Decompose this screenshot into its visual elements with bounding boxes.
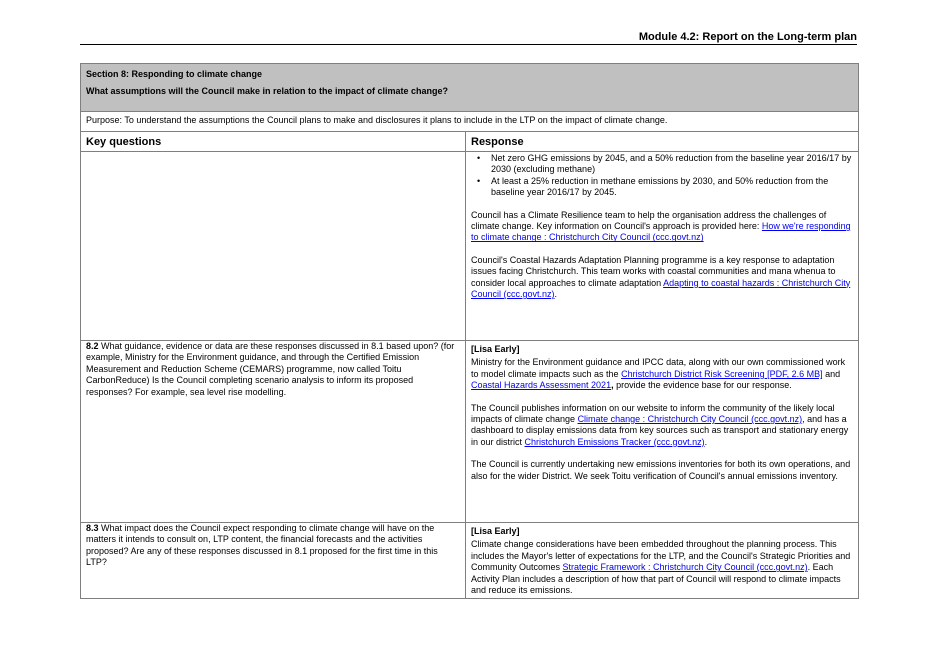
risk-screening-link[interactable]: Christchurch District Risk Screening [PDF, 2.6 MB] <box>621 368 823 379</box>
climate-change-link[interactable]: Climate change : Christchurch City Council (ccc.govt.nz) <box>577 414 803 425</box>
paragraph-text: Council has a Climate Resilience team to help the organisation address the challenges of climate change. Key information on Council's approach is provided here: <box>471 209 827 232</box>
column-header-row <box>81 132 859 152</box>
bullet-icon: • <box>477 175 481 186</box>
bullet-icon: • <box>477 153 481 163</box>
paragraph-text: The Council publishes information on our website to inform the community of the likely local impacts of climate change <box>471 402 835 425</box>
question-number: 8.2 <box>86 341 99 351</box>
emissions-tracker-link[interactable]: Christchurch Emissions Tracker (ccc.govt.nz) <box>524 436 705 447</box>
question-text: What impact does the Council expect responding to climate change will have on the matters it intends to consult on, LTP content, the financial forecasts and the activities proposed? Are any of these responses discussed in 8.1 proposed for the first time in this LTP? <box>86 523 438 568</box>
paragraph-text: , and has a dashboard to display emissions data from key sources such as transport and stationary energy in our district <box>471 414 849 447</box>
paragraph-text: . <box>554 289 558 300</box>
list-item-text: Net zero GHG emissions by 2045, and a 50% reduction from the baseline year 2016/17 by 2030 (excluding methane) <box>491 153 852 175</box>
header-divider <box>80 44 857 45</box>
question-text: What guidance, evidence or data are these responses discussed in 8.1 based upon? (for example, Ministry for the Environment guidance, and through the Certified Emission Measurement and Reduction Scheme (CEMARS) programme, now called Toitu CarbonReduce) Is the Council completing scenario analysis to inform its proposed responses? For example, sea level rise modelling. <box>86 341 455 397</box>
list-item-text: At least a 25% reduction in methane emissions by 2030, and 50% reduction from the baseline year 2016/17 by 2045. <box>491 175 829 198</box>
section-header-row <box>81 64 859 112</box>
table-row <box>81 152 859 341</box>
paragraph-text: . <box>704 436 708 447</box>
column-header-response: Response <box>466 132 859 152</box>
page-title: Module 4.2: Report on the Long-term plan <box>638 31 857 43</box>
question-cell-empty <box>81 152 466 341</box>
respondent-name: [Lisa Early] <box>471 344 520 354</box>
response-paragraph <box>471 403 853 449</box>
response-paragraph <box>471 357 853 391</box>
response-cell <box>466 152 859 341</box>
coastal-hazards-link[interactable]: Adapting to coastal hazards : Christchurch City Council (ccc.govt.nz) <box>471 277 851 300</box>
target-list <box>471 153 853 199</box>
list-item <box>477 153 853 176</box>
response-paragraph <box>471 539 853 596</box>
paragraph-text: Ministry for the Environment guidance and IPCC data, along with our own commissioned work to model climate impacts such as the <box>471 357 846 379</box>
question-number: 8.3 <box>86 523 99 533</box>
response-paragraph: The Council is currently undertaking new emissions inventories for both its own operations, and also for the wider District. We seek Toitu verification of Council's annual emissions inventory. <box>471 459 851 481</box>
section-question: What assumptions will the Council make in relation to the impact of climate change? <box>86 86 449 96</box>
purpose-row <box>81 112 859 132</box>
paragraph-text: Climate change considerations have been embedded throughout the planning process. This includes the Mayor's letter of expectations for the LTP, and the Council's Strategic Priorities and Community Outcomes <box>471 539 851 573</box>
climate-change-table <box>80 63 859 599</box>
paragraph-text: provide the evidence base for our response. <box>613 380 792 391</box>
response-cell <box>466 523 859 599</box>
paragraph-text: , <box>611 380 614 391</box>
section-title: Section 8: Responding to climate change <box>86 69 263 79</box>
section-header-cell <box>81 64 859 112</box>
respondent-name: [Lisa Early] <box>471 526 520 536</box>
table-row <box>81 523 859 599</box>
purpose-text: Purpose: To understand the assumptions the Council plans to make and disclosures it plans to include in the LTP on the impact of climate change. <box>81 112 859 132</box>
climate-response-link[interactable]: How we're responding to climate change : Christchurch City Council (ccc.govt.nz) <box>471 221 851 243</box>
column-header-key-questions: Key questions <box>81 132 466 152</box>
list-item <box>477 175 853 199</box>
table-row <box>81 341 859 523</box>
question-cell <box>81 523 466 599</box>
paragraph-text: . Each Activity Plan includes a description of how that part of Council will respond to climate impacts and reduce its emissions. <box>471 562 841 596</box>
coastal-assessment-link[interactable]: Coastal Hazards Assessment 2021 <box>471 380 612 391</box>
response-paragraph <box>471 210 853 244</box>
strategic-framework-link[interactable]: Strategic Framework : Christchurch City Council (ccc.govt.nz) <box>562 562 808 573</box>
paragraph-text: Council's Coastal Hazards Adaptation Planning programme is a key response to adaptation issues facing Christchurch. This team works with coastal communities and mana whenua to consider local approaches to climate adaptation <box>471 254 836 288</box>
question-cell <box>81 341 466 523</box>
response-paragraph <box>471 255 853 301</box>
response-cell <box>466 341 859 523</box>
paragraph-text: and <box>822 368 841 379</box>
